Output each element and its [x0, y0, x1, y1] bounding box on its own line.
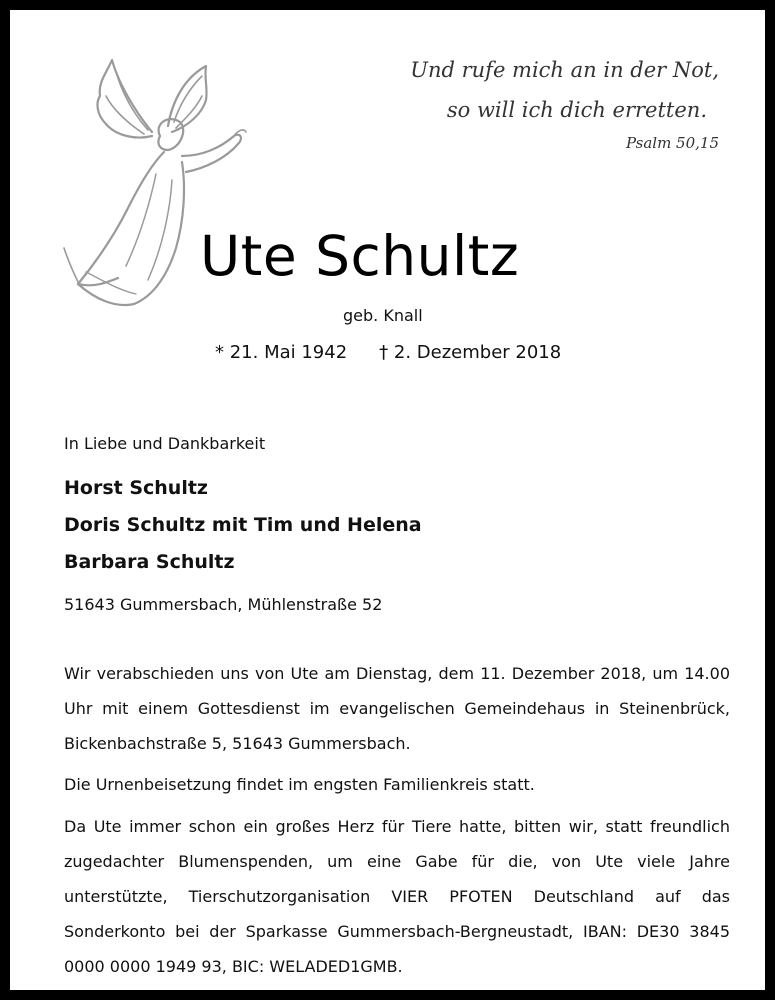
quote-line-2: so will ich dich erretten. — [446, 98, 707, 122]
family-address: 51643 Gummersbach, Mühlenstraße 52 — [64, 595, 383, 614]
mourners-intro: In Liebe und Dankbarkeit — [64, 434, 266, 453]
quote-source: Psalm 50,15 — [625, 134, 719, 152]
mourner-name: Horst Schultz — [64, 477, 208, 499]
funeral-service-paragraph: Wir verabschieden uns von Ute am Dienstag, dem 11. Dezember 2018, um 14.00 Uhr mit einem Gottesdienst im evangelischen Gemeindehaus in Steinenbrück, Bickenbachstraße 5, 51643 Gummersbach. — [64, 664, 730, 753]
urn-burial-paragraph: Die Urnenbeisetzung findet im engsten Familienkreis statt. — [64, 775, 535, 794]
donation-request-paragraph: Da Ute immer schon ein großes Herz für Tiere hatte, bitten wir, statt freundlich zugedachter Blumenspenden, um eine Gabe für die, von Ute viele Jahre unterstützte, Tierschutzorganisation VIER PFOTEN Deutschland auf das Sonderkonto bei der Sparkasse Gummersbach-Bergneustadt, IBAN: DE30 3845 0000 0000 1949 93, BIC: WELADED1GMB. — [64, 817, 730, 976]
birth-date: * 21. Mai 1942 — [215, 342, 348, 363]
mourner-name: Doris Schultz mit Tim und Helena — [64, 514, 422, 536]
mourner-name: Barbara Schultz — [64, 551, 235, 573]
mourners-list — [64, 470, 422, 581]
maiden-name: geb. Knall — [343, 306, 423, 325]
deceased-name: Ute Schultz — [200, 224, 520, 288]
death-date: † 2. Dezember 2018 — [379, 342, 562, 363]
life-dates — [215, 342, 561, 363]
quote-line-1: Und rufe mich an in der Not, — [410, 58, 719, 82]
bible-quote — [339, 50, 719, 130]
